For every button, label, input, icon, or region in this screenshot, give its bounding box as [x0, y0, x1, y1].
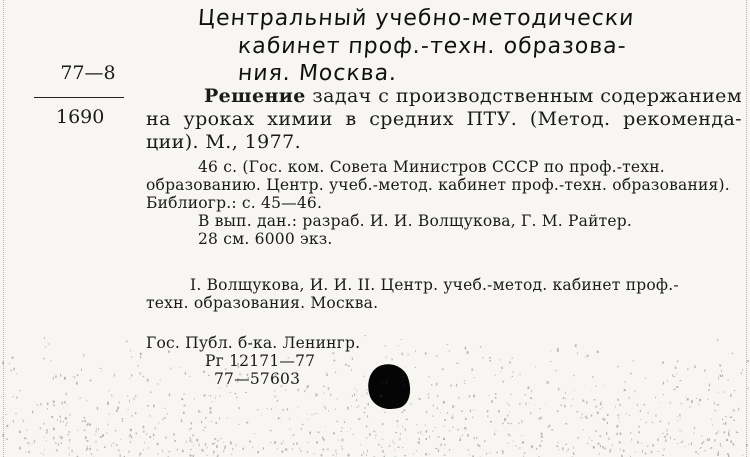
- handwritten-note-line-3: ния. Москва.: [237, 61, 399, 86]
- shelf-number: 1690: [56, 106, 105, 128]
- library-line-3: 77—57603: [214, 370, 301, 388]
- details-line-1: 46 с. (Гос. ком. Совета Министров СССР по проф.-техн.: [198, 158, 665, 176]
- details-line-2: образованию. Центр. учеб.-метод. кабинет проф.-техн. образования).: [146, 176, 730, 194]
- card-edge-left: [3, 0, 4, 457]
- tracings-line-1: I. Волщукова, И. И. II. Центр. учеб.-метод. кабинет проф.-: [190, 276, 679, 294]
- ink-blot: [362, 359, 416, 416]
- details-line-5: 28 см. 6000 экз.: [198, 230, 333, 248]
- shelf-divider: [34, 97, 124, 98]
- details-line-3: Библиогр.: с. 45—46.: [146, 194, 323, 212]
- card-edge-right: [746, 0, 747, 457]
- library-line-2: Рг 12171—77: [205, 352, 316, 370]
- details-line-4: В вып. дан.: разраб. И. И. Волщукова, Г. М. Райтер.: [198, 212, 633, 230]
- entry-title-rest: задач с производственным содержанием на уроках химии в средних ПТУ. (Метод. рекоменда-ции). М., 1977.: [146, 85, 742, 153]
- library-line-1: Гос. Публ. б-ка. Ленингр.: [146, 334, 361, 352]
- handwritten-note-line-1: Центральный учебно-методически: [197, 6, 636, 31]
- tracings-line-2: техн. образования. Москва.: [146, 294, 379, 312]
- handwritten-note-line-2: кабинет проф.-техн. образова-: [237, 34, 628, 59]
- shelf-code: 77—8: [60, 62, 116, 84]
- entry-title-bold: Решение: [204, 85, 306, 107]
- entry-title-block: [146, 85, 742, 154]
